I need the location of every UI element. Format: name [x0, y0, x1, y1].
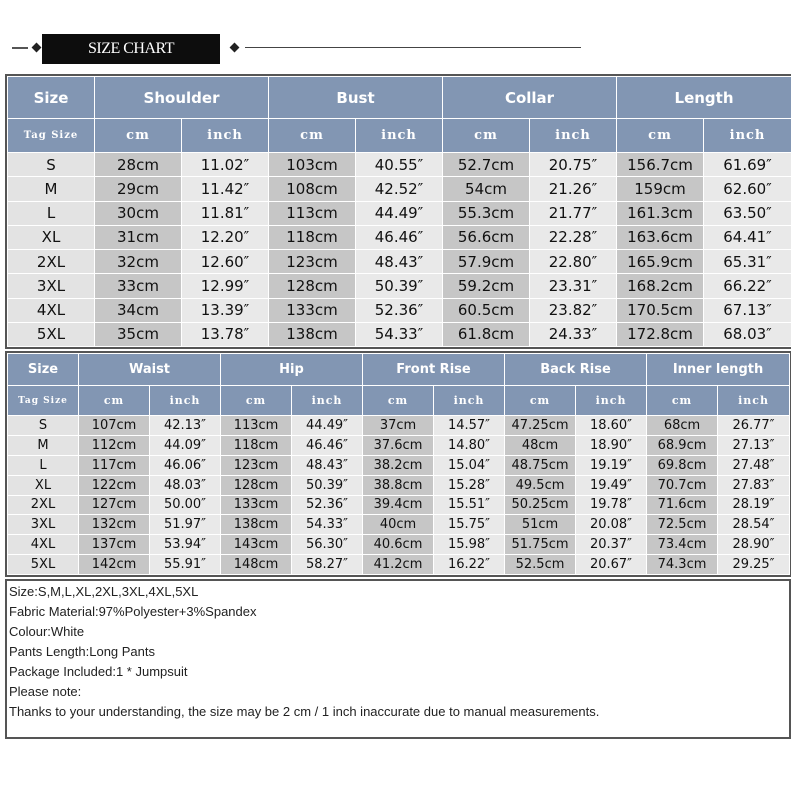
table-row: [8, 555, 790, 575]
cm-value-cell: 50.25cm: [505, 495, 576, 515]
banner-left-diamond: [32, 43, 42, 53]
cm-value-cell: 69.8cm: [647, 455, 718, 475]
inch-value-cell: 50.39″: [292, 475, 363, 495]
table-row: [8, 298, 792, 322]
table-row: [8, 515, 790, 535]
inch-value-cell: 28.90″: [718, 535, 790, 555]
inch-value-cell: 28.54″: [718, 515, 790, 535]
table-row: [8, 535, 790, 555]
inch-value-cell: 23.31″: [530, 274, 617, 298]
cm-value-cell: 128cm: [221, 475, 292, 495]
cm-value-cell: 51cm: [505, 515, 576, 535]
cm-value-cell: 32cm: [95, 250, 182, 274]
cm-value-cell: 107cm: [79, 416, 150, 436]
cm-value-cell: 40cm: [363, 515, 434, 535]
inch-value-cell: 19.78″: [576, 495, 647, 515]
cm-value-cell: 118cm: [269, 225, 356, 249]
cm-unit-header: cm: [95, 119, 182, 153]
inch-unit-header: inch: [434, 386, 505, 416]
cm-value-cell: 49.5cm: [505, 475, 576, 495]
group-header: Back Rise: [505, 354, 647, 386]
cm-value-cell: 112cm: [79, 435, 150, 455]
inch-value-cell: 21.77″: [530, 201, 617, 225]
cm-value-cell: 71.6cm: [647, 495, 718, 515]
group-header: Length: [617, 77, 792, 119]
cm-value-cell: 148cm: [221, 555, 292, 575]
inch-value-cell: 54.33″: [356, 322, 443, 346]
inch-value-cell: 11.02″: [182, 153, 269, 177]
inch-value-cell: 14.80″: [434, 435, 505, 455]
inch-value-cell: 40.55″: [356, 153, 443, 177]
inch-value-cell: 42.13″: [150, 416, 221, 436]
tag-size-header: Tag Size: [8, 119, 95, 153]
table-row: [8, 177, 792, 201]
inch-value-cell: 54.33″: [292, 515, 363, 535]
inch-value-cell: 46.46″: [292, 435, 363, 455]
inch-value-cell: 58.27″: [292, 555, 363, 575]
cm-value-cell: 59.2cm: [443, 274, 530, 298]
inch-value-cell: 15.75″: [434, 515, 505, 535]
cm-unit-header: cm: [505, 386, 576, 416]
table-row: [8, 455, 790, 475]
inch-value-cell: 50.00″: [150, 495, 221, 515]
size-cell: 4XL: [8, 535, 79, 555]
group-header: Inner length: [647, 354, 790, 386]
cm-value-cell: 113cm: [221, 416, 292, 436]
banner-left-dash: [12, 47, 28, 49]
cm-unit-header: cm: [79, 386, 150, 416]
group-header: Shoulder: [95, 77, 269, 119]
inch-value-cell: 22.80″: [530, 250, 617, 274]
cm-value-cell: 38.2cm: [363, 455, 434, 475]
inch-value-cell: 14.57″: [434, 416, 505, 436]
group-header: Front Rise: [363, 354, 505, 386]
inch-value-cell: 12.99″: [182, 274, 269, 298]
inch-value-cell: 26.77″: [718, 416, 790, 436]
cm-value-cell: 133cm: [221, 495, 292, 515]
note-fabric: Fabric Material:97%Polyester+3%Spandex: [9, 604, 257, 619]
inch-value-cell: 65.31″: [704, 250, 792, 274]
inch-value-cell: 68.03″: [704, 322, 792, 346]
inch-value-cell: 46.06″: [150, 455, 221, 475]
cm-value-cell: 61.8cm: [443, 322, 530, 346]
cm-value-cell: 73.4cm: [647, 535, 718, 555]
cm-unit-header: cm: [647, 386, 718, 416]
cm-value-cell: 170.5cm: [617, 298, 704, 322]
inch-value-cell: 18.90″: [576, 435, 647, 455]
inch-value-cell: 19.49″: [576, 475, 647, 495]
table-row: [8, 225, 792, 249]
cm-value-cell: 103cm: [269, 153, 356, 177]
table-row: [8, 201, 792, 225]
group-header: Hip: [221, 354, 363, 386]
inch-unit-header: inch: [530, 119, 617, 153]
cm-value-cell: 132cm: [79, 515, 150, 535]
inch-value-cell: 24.33″: [530, 322, 617, 346]
inch-value-cell: 52.36″: [292, 495, 363, 515]
cm-unit-header: cm: [617, 119, 704, 153]
inch-value-cell: 29.25″: [718, 555, 790, 575]
inch-value-cell: 27.48″: [718, 455, 790, 475]
tag-size-header: Tag Size: [8, 386, 79, 416]
cm-value-cell: 143cm: [221, 535, 292, 555]
product-notes: [5, 579, 791, 739]
inch-value-cell: 44.49″: [292, 416, 363, 436]
cm-value-cell: 55.3cm: [443, 201, 530, 225]
cm-value-cell: 133cm: [269, 298, 356, 322]
size-chart-banner: [0, 30, 800, 66]
inch-value-cell: 11.81″: [182, 201, 269, 225]
note-sizes: Size:S,M,L,XL,2XL,3XL,4XL,5XL: [9, 584, 199, 599]
cm-value-cell: 68cm: [647, 416, 718, 436]
cm-value-cell: 118cm: [221, 435, 292, 455]
inch-unit-header: inch: [718, 386, 790, 416]
cm-value-cell: 41.2cm: [363, 555, 434, 575]
cm-value-cell: 51.75cm: [505, 535, 576, 555]
table-row: [8, 250, 792, 274]
cm-value-cell: 34cm: [95, 298, 182, 322]
inch-value-cell: 53.94″: [150, 535, 221, 555]
table-row: [8, 322, 792, 346]
inch-unit-header: inch: [182, 119, 269, 153]
inch-value-cell: 15.04″: [434, 455, 505, 475]
cm-value-cell: 52.5cm: [505, 555, 576, 575]
inch-unit-header: inch: [150, 386, 221, 416]
inch-value-cell: 20.08″: [576, 515, 647, 535]
size-cell: L: [8, 455, 79, 475]
group-header: Bust: [269, 77, 443, 119]
cm-value-cell: 127cm: [79, 495, 150, 515]
cm-value-cell: 123cm: [269, 250, 356, 274]
inch-value-cell: 15.98″: [434, 535, 505, 555]
inch-value-cell: 56.30″: [292, 535, 363, 555]
cm-unit-header: cm: [363, 386, 434, 416]
inch-value-cell: 63.50″: [704, 201, 792, 225]
cm-unit-header: cm: [221, 386, 292, 416]
inch-value-cell: 67.13″: [704, 298, 792, 322]
group-header: Collar: [443, 77, 617, 119]
size-cell: M: [8, 435, 79, 455]
size-cell: 2XL: [8, 495, 79, 515]
inch-value-cell: 20.37″: [576, 535, 647, 555]
size-cell: S: [8, 416, 79, 436]
inch-value-cell: 13.39″: [182, 298, 269, 322]
cm-value-cell: 113cm: [269, 201, 356, 225]
inch-unit-header: inch: [356, 119, 443, 153]
cm-value-cell: 142cm: [79, 555, 150, 575]
cm-value-cell: 35cm: [95, 322, 182, 346]
cm-value-cell: 137cm: [79, 535, 150, 555]
note-disclaimer: Thanks to your understanding, the size may be 2 cm / 1 inch inaccurate due to manual measurements.: [9, 704, 600, 719]
bottom-size-table: [5, 351, 791, 577]
banner-title: SIZE CHART: [42, 34, 220, 64]
inch-value-cell: 42.52″: [356, 177, 443, 201]
cm-value-cell: 128cm: [269, 274, 356, 298]
note-colour: Colour:White: [9, 624, 85, 639]
cm-value-cell: 37.6cm: [363, 435, 434, 455]
inch-value-cell: 64.41″: [704, 225, 792, 249]
inch-value-cell: 55.91″: [150, 555, 221, 575]
top-size-table: [5, 74, 791, 349]
cm-unit-header: cm: [443, 119, 530, 153]
cm-value-cell: 117cm: [79, 455, 150, 475]
cm-value-cell: 165.9cm: [617, 250, 704, 274]
table-row: [8, 153, 792, 177]
inch-value-cell: 13.78″: [182, 322, 269, 346]
cm-value-cell: 122cm: [79, 475, 150, 495]
note-pants-length: Pants Length:Long Pants: [9, 644, 156, 659]
inch-value-cell: 44.49″: [356, 201, 443, 225]
inch-value-cell: 27.13″: [718, 435, 790, 455]
size-cell: 3XL: [8, 515, 79, 535]
size-cell: XL: [8, 225, 95, 249]
note-package: Package Included:1 * Jumpsuit: [9, 664, 188, 679]
inch-value-cell: 15.51″: [434, 495, 505, 515]
cm-value-cell: 123cm: [221, 455, 292, 475]
group-header: Waist: [79, 354, 221, 386]
cm-value-cell: 47.25cm: [505, 416, 576, 436]
cm-value-cell: 138cm: [269, 322, 356, 346]
size-cell: XL: [8, 475, 79, 495]
table-row: [8, 416, 790, 436]
cm-value-cell: 68.9cm: [647, 435, 718, 455]
size-cell: M: [8, 177, 95, 201]
size-cell: 5XL: [8, 322, 95, 346]
banner-right-diamond: [230, 43, 240, 53]
inch-value-cell: 50.39″: [356, 274, 443, 298]
size-cell: L: [8, 201, 95, 225]
cm-value-cell: 30cm: [95, 201, 182, 225]
table-row: [8, 475, 790, 495]
cm-unit-header: cm: [269, 119, 356, 153]
cm-value-cell: 38.8cm: [363, 475, 434, 495]
cm-value-cell: 33cm: [95, 274, 182, 298]
cm-value-cell: 29cm: [95, 177, 182, 201]
cm-value-cell: 37cm: [363, 416, 434, 436]
size-cell: S: [8, 153, 95, 177]
cm-value-cell: 168.2cm: [617, 274, 704, 298]
table-row: [8, 435, 790, 455]
inch-value-cell: 19.19″: [576, 455, 647, 475]
inch-value-cell: 22.28″: [530, 225, 617, 249]
cm-value-cell: 108cm: [269, 177, 356, 201]
cm-value-cell: 70.7cm: [647, 475, 718, 495]
inch-value-cell: 44.09″: [150, 435, 221, 455]
cm-value-cell: 39.4cm: [363, 495, 434, 515]
inch-value-cell: 52.36″: [356, 298, 443, 322]
cm-value-cell: 56.6cm: [443, 225, 530, 249]
size-column-header: Size: [8, 77, 95, 119]
cm-value-cell: 163.6cm: [617, 225, 704, 249]
inch-value-cell: 20.75″: [530, 153, 617, 177]
cm-value-cell: 28cm: [95, 153, 182, 177]
size-cell: 3XL: [8, 274, 95, 298]
inch-value-cell: 51.97″: [150, 515, 221, 535]
inch-value-cell: 46.46″: [356, 225, 443, 249]
note-please-note: Please note:: [9, 684, 82, 699]
banner-rule: [245, 47, 581, 48]
inch-value-cell: 15.28″: [434, 475, 505, 495]
table-row: [8, 274, 792, 298]
inch-value-cell: 28.19″: [718, 495, 790, 515]
table-row: [8, 495, 790, 515]
cm-value-cell: 159cm: [617, 177, 704, 201]
inch-value-cell: 27.83″: [718, 475, 790, 495]
inch-value-cell: 16.22″: [434, 555, 505, 575]
size-cell: 5XL: [8, 555, 79, 575]
inch-value-cell: 48.43″: [292, 455, 363, 475]
cm-value-cell: 138cm: [221, 515, 292, 535]
cm-value-cell: 40.6cm: [363, 535, 434, 555]
size-cell: 2XL: [8, 250, 95, 274]
inch-value-cell: 20.67″: [576, 555, 647, 575]
inch-value-cell: 23.82″: [530, 298, 617, 322]
size-column-header: Size: [8, 354, 79, 386]
inch-value-cell: 12.20″: [182, 225, 269, 249]
inch-unit-header: inch: [576, 386, 647, 416]
inch-unit-header: inch: [704, 119, 792, 153]
inch-value-cell: 21.26″: [530, 177, 617, 201]
cm-value-cell: 161.3cm: [617, 201, 704, 225]
cm-value-cell: 31cm: [95, 225, 182, 249]
inch-value-cell: 48.43″: [356, 250, 443, 274]
inch-value-cell: 62.60″: [704, 177, 792, 201]
cm-value-cell: 72.5cm: [647, 515, 718, 535]
cm-value-cell: 172.8cm: [617, 322, 704, 346]
inch-value-cell: 48.03″: [150, 475, 221, 495]
inch-unit-header: inch: [292, 386, 363, 416]
cm-value-cell: 57.9cm: [443, 250, 530, 274]
inch-value-cell: 66.22″: [704, 274, 792, 298]
inch-value-cell: 12.60″: [182, 250, 269, 274]
cm-value-cell: 54cm: [443, 177, 530, 201]
cm-value-cell: 74.3cm: [647, 555, 718, 575]
inch-value-cell: 61.69″: [704, 153, 792, 177]
cm-value-cell: 52.7cm: [443, 153, 530, 177]
size-cell: 4XL: [8, 298, 95, 322]
inch-value-cell: 18.60″: [576, 416, 647, 436]
cm-value-cell: 48cm: [505, 435, 576, 455]
cm-value-cell: 60.5cm: [443, 298, 530, 322]
inch-value-cell: 11.42″: [182, 177, 269, 201]
cm-value-cell: 156.7cm: [617, 153, 704, 177]
cm-value-cell: 48.75cm: [505, 455, 576, 475]
